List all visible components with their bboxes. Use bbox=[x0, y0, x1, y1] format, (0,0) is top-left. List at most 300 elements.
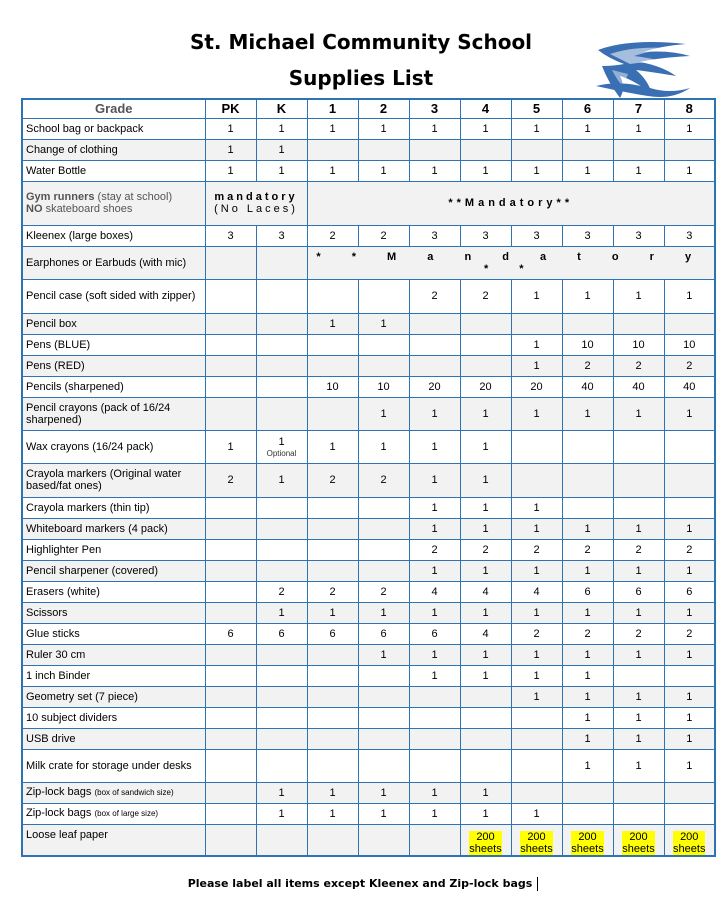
quantity-value: 1 bbox=[686, 407, 693, 420]
quantity-cell bbox=[562, 602, 613, 623]
quantity-cell bbox=[460, 225, 511, 246]
quantity-value: 1 bbox=[482, 786, 489, 799]
quantity-cell bbox=[613, 518, 664, 539]
quantity-value: 2 bbox=[329, 229, 336, 242]
quantity-value: 20 bbox=[479, 380, 492, 393]
quantity-cell bbox=[409, 334, 460, 355]
quantity-cell bbox=[511, 334, 562, 355]
quantity-cell bbox=[358, 728, 409, 749]
quantity-cell bbox=[664, 665, 715, 686]
quantity-cell bbox=[664, 160, 715, 181]
quantity-cell bbox=[511, 749, 562, 782]
table-row bbox=[22, 313, 715, 334]
gym-runners-label bbox=[22, 181, 205, 225]
quantity-cell bbox=[562, 803, 613, 824]
quantity-cell bbox=[664, 497, 715, 518]
quantity-cell bbox=[307, 497, 358, 518]
quantity-cell bbox=[664, 430, 715, 463]
quantity-cell bbox=[358, 665, 409, 686]
quantity-value: 1 bbox=[431, 564, 438, 577]
quantity-cell bbox=[205, 118, 256, 139]
quantity-value: 2 bbox=[380, 229, 387, 242]
quantity-cell bbox=[256, 665, 307, 686]
item-name bbox=[22, 782, 205, 803]
item-name bbox=[22, 581, 205, 602]
table-row bbox=[22, 518, 715, 539]
quantity-cell bbox=[562, 430, 613, 463]
quantity-cell bbox=[562, 665, 613, 686]
quantity-cell bbox=[409, 518, 460, 539]
quantity-cell bbox=[205, 539, 256, 560]
quantity-cell bbox=[205, 279, 256, 313]
quantity-cell bbox=[409, 824, 460, 856]
quantity-cell bbox=[256, 355, 307, 376]
item-name bbox=[22, 803, 205, 824]
quantity-cell bbox=[460, 581, 511, 602]
loose-leaf-count: 200 bbox=[680, 831, 699, 843]
item-label: Pencil crayons (pack of 16/24 sharpened) bbox=[26, 401, 171, 426]
quantity-cell bbox=[358, 225, 409, 246]
quantity-cell bbox=[409, 539, 460, 560]
item-name bbox=[22, 118, 205, 139]
quantity-value: 1 bbox=[380, 606, 387, 619]
quantity-value: 1 bbox=[584, 732, 591, 745]
quantity-cell bbox=[358, 623, 409, 644]
item-name bbox=[22, 518, 205, 539]
quantity-cell bbox=[205, 225, 256, 246]
table-row bbox=[22, 623, 715, 644]
quantity-cell bbox=[511, 560, 562, 581]
quantity-cell bbox=[307, 782, 358, 803]
table-row bbox=[22, 430, 715, 463]
quantity-value: 4 bbox=[431, 585, 438, 598]
quantity-cell bbox=[664, 824, 715, 856]
quantity-value: 1 bbox=[380, 317, 387, 330]
quantity-cell bbox=[256, 602, 307, 623]
quantity-cell bbox=[562, 139, 613, 160]
table-row bbox=[22, 334, 715, 355]
gym-runners-title: Gym runners bbox=[26, 191, 95, 203]
quantity-cell bbox=[460, 665, 511, 686]
loose-leaf-label: Loose leaf paper bbox=[22, 824, 205, 856]
grade-7: 7 bbox=[613, 99, 664, 118]
quantity-cell bbox=[307, 803, 358, 824]
quantity-cell bbox=[460, 623, 511, 644]
quantity-value: 2 bbox=[482, 543, 489, 556]
item-name bbox=[22, 665, 205, 686]
quantity-value: 1 bbox=[329, 122, 336, 135]
quantity-value: 1 bbox=[227, 143, 234, 156]
quantity-cell bbox=[256, 623, 307, 644]
item-label: Pens (BLUE) bbox=[26, 338, 91, 351]
quantity-value: 1 bbox=[431, 122, 438, 135]
quantity-value: 2 bbox=[686, 543, 693, 556]
item-name bbox=[22, 560, 205, 581]
quantity-cell bbox=[613, 707, 664, 728]
quantity-cell bbox=[205, 246, 256, 279]
quantity-cell bbox=[205, 803, 256, 824]
quantity-cell bbox=[664, 139, 715, 160]
quantity-cell bbox=[307, 225, 358, 246]
quantity-cell bbox=[205, 824, 256, 856]
quantity-cell bbox=[307, 518, 358, 539]
quantity-cell bbox=[460, 602, 511, 623]
item-label: 10 subject dividers bbox=[26, 711, 118, 724]
quantity-cell bbox=[511, 581, 562, 602]
quantity-cell bbox=[358, 644, 409, 665]
quantity-value: 1 bbox=[584, 564, 591, 577]
quantity-value: 2 bbox=[482, 290, 489, 302]
quantity-value: 1 bbox=[431, 786, 438, 799]
quantity-cell bbox=[358, 376, 409, 397]
quantity-value: 1 bbox=[380, 648, 387, 661]
quantity-cell bbox=[409, 602, 460, 623]
quantity-value: 10 bbox=[326, 380, 339, 393]
quantity-cell bbox=[460, 560, 511, 581]
table-row bbox=[22, 397, 715, 430]
item-label: Kleenex (large boxes) bbox=[26, 229, 134, 242]
school-name: St. Michael Community School bbox=[189, 30, 533, 54]
quantity-cell bbox=[511, 728, 562, 749]
quantity-value: 2 bbox=[278, 585, 285, 598]
quantity-value: 3 bbox=[482, 229, 489, 242]
quantity-value: 2 bbox=[686, 627, 693, 640]
loose-leaf-quantity bbox=[622, 831, 654, 855]
grade-header: Grade bbox=[22, 99, 205, 118]
quantity-cell bbox=[664, 707, 715, 728]
quantity-value: 20 bbox=[428, 380, 441, 393]
quantity-value: 2 bbox=[533, 627, 540, 640]
item-name bbox=[22, 279, 205, 313]
quantity-cell bbox=[205, 376, 256, 397]
quantity-value: 1 bbox=[635, 648, 642, 661]
table-row bbox=[22, 581, 715, 602]
quantity-value: 1 bbox=[482, 164, 489, 177]
quantity-value: 1 bbox=[635, 606, 642, 619]
quantity-value: 1 bbox=[686, 522, 693, 535]
quantity-value: 1 bbox=[431, 606, 438, 619]
item-label: Milk crate for storage under desks bbox=[26, 759, 192, 772]
earphones-label: Earphones or Earbuds (with mic) bbox=[22, 246, 205, 279]
quantity-cell bbox=[460, 728, 511, 749]
quantity-cell bbox=[358, 139, 409, 160]
gym-no-laces: (No Laces) bbox=[214, 203, 298, 215]
quantity-value: 6 bbox=[380, 627, 387, 640]
item-name bbox=[22, 539, 205, 560]
quantity-cell bbox=[358, 560, 409, 581]
quantity-cell bbox=[562, 118, 613, 139]
quantity-value: 3 bbox=[533, 229, 540, 242]
quantity-value: 6 bbox=[635, 585, 642, 598]
loose-leaf-count: 200 bbox=[527, 831, 546, 843]
quantity-cell bbox=[205, 139, 256, 160]
quantity-cell bbox=[613, 686, 664, 707]
earphones-row bbox=[22, 246, 715, 279]
quantity-cell bbox=[256, 824, 307, 856]
quantity-value: 1 bbox=[533, 290, 540, 302]
quantity-value: 1 bbox=[686, 606, 693, 619]
quantity-cell bbox=[358, 497, 409, 518]
quantity-cell bbox=[307, 397, 358, 430]
quantity-cell bbox=[562, 623, 613, 644]
quantity-cell bbox=[613, 355, 664, 376]
quantity-cell bbox=[613, 728, 664, 749]
quantity-value: 1 bbox=[482, 474, 489, 486]
item-name bbox=[22, 749, 205, 782]
quantity-cell bbox=[511, 665, 562, 686]
grade-5: 5 bbox=[511, 99, 562, 118]
quantity-cell bbox=[664, 728, 715, 749]
quantity-cell bbox=[613, 313, 664, 334]
quantity-cell bbox=[613, 803, 664, 824]
quantity-value: 1 bbox=[686, 290, 693, 302]
quantity-cell bbox=[256, 118, 307, 139]
gym-runners-row bbox=[22, 181, 715, 225]
quantity-value: 1 bbox=[482, 522, 489, 535]
quantity-cell bbox=[664, 225, 715, 246]
item-name bbox=[22, 160, 205, 181]
quantity-value: 1 bbox=[431, 522, 438, 535]
table-row bbox=[22, 707, 715, 728]
quantity-cell bbox=[256, 803, 307, 824]
table-row bbox=[22, 279, 715, 313]
quantity-cell bbox=[460, 355, 511, 376]
quantity-cell bbox=[511, 623, 562, 644]
quantity-cell bbox=[256, 430, 307, 463]
quantity-cell bbox=[409, 397, 460, 430]
quantity-cell bbox=[409, 225, 460, 246]
quantity-cell bbox=[664, 313, 715, 334]
item-name bbox=[22, 376, 205, 397]
quantity-cell bbox=[511, 313, 562, 334]
quantity-cell bbox=[409, 118, 460, 139]
quantity-cell bbox=[613, 749, 664, 782]
quantity-cell bbox=[460, 686, 511, 707]
loose-leaf-quantity bbox=[673, 831, 705, 855]
quantity-cell bbox=[205, 397, 256, 430]
quantity-value: 1 bbox=[482, 440, 489, 453]
item-name bbox=[22, 707, 205, 728]
quantity-cell bbox=[664, 518, 715, 539]
item-name bbox=[22, 139, 205, 160]
quantity-cell bbox=[613, 644, 664, 665]
item-label: Change of clothing bbox=[26, 143, 118, 156]
quantity-value: 1 bbox=[329, 440, 336, 453]
quantity-value: 2 bbox=[635, 543, 642, 556]
quantity-cell bbox=[307, 539, 358, 560]
table-row bbox=[22, 644, 715, 665]
quantity-value: 1 bbox=[533, 807, 540, 820]
quantity-cell bbox=[358, 463, 409, 497]
item-name bbox=[22, 623, 205, 644]
quantity-cell bbox=[562, 749, 613, 782]
grade-k: K bbox=[256, 99, 307, 118]
footer-note bbox=[0, 877, 726, 891]
quantity-cell bbox=[409, 463, 460, 497]
item-name bbox=[22, 463, 205, 497]
quantity-cell bbox=[358, 686, 409, 707]
quantity-value: 1 bbox=[584, 606, 591, 619]
quantity-cell bbox=[562, 497, 613, 518]
item-name bbox=[22, 313, 205, 334]
item-label: School bag or backpack bbox=[26, 122, 144, 135]
loose-leaf-count: 200 bbox=[578, 831, 597, 843]
quantity-cell bbox=[562, 225, 613, 246]
quantity-cell bbox=[460, 376, 511, 397]
quantity-value: 10 bbox=[683, 338, 696, 351]
item-label: Water Bottle bbox=[26, 164, 87, 177]
grade-1: 1 bbox=[307, 99, 358, 118]
quantity-cell bbox=[562, 644, 613, 665]
quantity-value: 2 bbox=[635, 627, 642, 640]
quantity-value: 2 bbox=[329, 585, 336, 598]
quantity-value: 1 bbox=[686, 711, 693, 724]
optional-note: Optional bbox=[266, 448, 297, 458]
quantity-cell bbox=[613, 602, 664, 623]
quantity-cell bbox=[511, 376, 562, 397]
quantity-cell bbox=[307, 644, 358, 665]
loose-leaf-unit: sheets bbox=[520, 843, 553, 855]
quantity-cell bbox=[511, 824, 562, 856]
loose-leaf-unit: sheets bbox=[469, 843, 502, 855]
item-name bbox=[22, 397, 205, 430]
quantity-value: 1 bbox=[329, 807, 336, 820]
quantity-value: 1 bbox=[635, 290, 642, 302]
quantity-value: 1 bbox=[482, 501, 489, 514]
quantity-value: 1 bbox=[329, 786, 336, 799]
quantity-cell bbox=[409, 279, 460, 313]
quantity-value: 2 bbox=[584, 543, 591, 556]
quantity-cell bbox=[460, 139, 511, 160]
quantity-cell bbox=[511, 497, 562, 518]
quantity-value: 1 bbox=[635, 164, 642, 177]
quantity-value: 1 bbox=[584, 290, 591, 302]
quantity-cell bbox=[613, 824, 664, 856]
quantity-cell bbox=[664, 355, 715, 376]
quantity-value: 1 bbox=[482, 407, 489, 420]
quantity-value: 1 bbox=[227, 122, 234, 135]
table-row bbox=[22, 160, 715, 181]
quantity-cell bbox=[256, 376, 307, 397]
quantity-value: 1 bbox=[278, 474, 285, 486]
quantity-value: 1 bbox=[431, 648, 438, 661]
item-name bbox=[22, 602, 205, 623]
quantity-value: 1 bbox=[584, 522, 591, 535]
quantity-cell bbox=[256, 246, 307, 279]
table-row bbox=[22, 803, 715, 824]
quantity-value: 40 bbox=[683, 380, 696, 393]
table-row bbox=[22, 602, 715, 623]
quantity-cell bbox=[205, 334, 256, 355]
loose-leaf-quantity bbox=[571, 831, 603, 855]
quantity-cell bbox=[358, 313, 409, 334]
quantity-cell bbox=[307, 160, 358, 181]
quantity-value: 1 bbox=[533, 606, 540, 619]
quantity-cell bbox=[358, 518, 409, 539]
quantity-cell bbox=[205, 560, 256, 581]
quantity-cell bbox=[205, 707, 256, 728]
quantity-cell bbox=[256, 463, 307, 497]
quantity-cell bbox=[562, 539, 613, 560]
item-name bbox=[22, 497, 205, 518]
quantity-cell bbox=[358, 602, 409, 623]
quantity-cell bbox=[307, 355, 358, 376]
quantity-cell bbox=[307, 749, 358, 782]
gym-mandatory-banner: **Mandatory** bbox=[307, 181, 715, 225]
quantity-cell bbox=[613, 463, 664, 497]
quantity-cell bbox=[460, 518, 511, 539]
quantity-value: 1 bbox=[278, 164, 285, 177]
quantity-value: 1 bbox=[380, 786, 387, 799]
quantity-cell bbox=[256, 707, 307, 728]
item-label: Crayola markers (Original water based/fat ones) bbox=[26, 468, 182, 492]
quantity-cell bbox=[358, 279, 409, 313]
quantity-value: 10 bbox=[581, 338, 594, 351]
quantity-cell bbox=[613, 118, 664, 139]
quantity-value: 1 bbox=[533, 690, 540, 703]
quantity-value: 1 bbox=[278, 786, 285, 799]
quantity-cell bbox=[613, 279, 664, 313]
table-row bbox=[22, 225, 715, 246]
loose-leaf-unit: sheets bbox=[673, 843, 706, 855]
quantity-value: 2 bbox=[431, 543, 438, 556]
item-label: Pencils (sharpened) bbox=[26, 380, 124, 393]
quantity-value: 10 bbox=[377, 380, 390, 393]
quantity-value: 1 bbox=[482, 648, 489, 661]
quantity-cell bbox=[409, 686, 460, 707]
quantity-cell bbox=[613, 497, 664, 518]
quantity-cell bbox=[307, 665, 358, 686]
item-name bbox=[22, 728, 205, 749]
grade-8: 8 bbox=[664, 99, 715, 118]
quantity-cell bbox=[256, 560, 307, 581]
quantity-value: 1 bbox=[635, 564, 642, 577]
quantity-cell bbox=[409, 707, 460, 728]
quantity-cell bbox=[562, 728, 613, 749]
quantity-cell bbox=[358, 355, 409, 376]
quantity-cell bbox=[562, 707, 613, 728]
quantity-cell bbox=[460, 118, 511, 139]
quantity-cell bbox=[358, 824, 409, 856]
gym-runners-no: NO bbox=[26, 203, 43, 215]
quantity-cell bbox=[358, 430, 409, 463]
quantity-value: 1 bbox=[584, 164, 591, 177]
gym-runners-note-2: skateboard shoes bbox=[45, 203, 133, 215]
quantity-value: 1 bbox=[533, 164, 540, 177]
item-label: Pencil case (soft sided with zipper) bbox=[26, 290, 196, 302]
quantity-cell bbox=[358, 803, 409, 824]
quantity-value: 4 bbox=[533, 585, 540, 598]
quantity-cell bbox=[358, 397, 409, 430]
quantity-value: 2 bbox=[533, 543, 540, 556]
quantity-cell bbox=[256, 334, 307, 355]
quantity-cell bbox=[205, 518, 256, 539]
quantity-cell bbox=[307, 560, 358, 581]
quantity-cell bbox=[358, 581, 409, 602]
quantity-cell bbox=[562, 376, 613, 397]
quantity-value: 1 bbox=[380, 122, 387, 135]
quantity-cell bbox=[613, 665, 664, 686]
quantity-cell bbox=[664, 803, 715, 824]
quantity-value: 1 bbox=[329, 317, 336, 330]
quantity-value: 1 bbox=[635, 522, 642, 535]
item-name bbox=[22, 430, 205, 463]
quantity-cell bbox=[205, 497, 256, 518]
quantity-value: 2 bbox=[686, 359, 693, 372]
quantity-cell bbox=[511, 803, 562, 824]
grade-3: 3 bbox=[409, 99, 460, 118]
quantity-cell bbox=[460, 313, 511, 334]
